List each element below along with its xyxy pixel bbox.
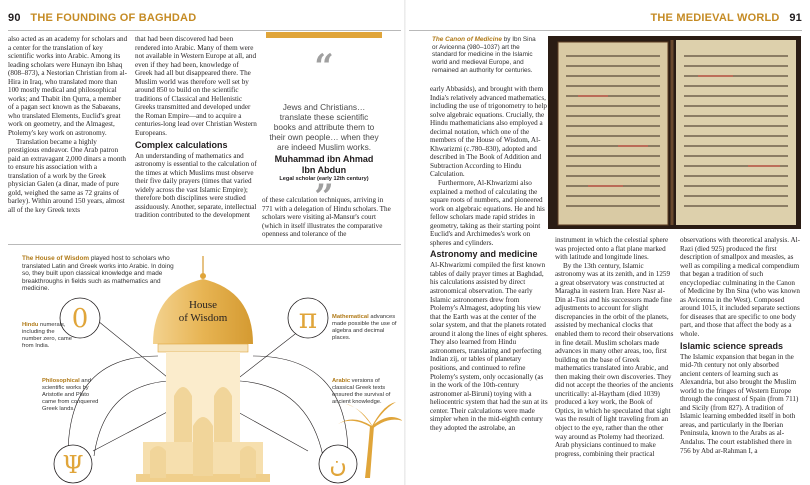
section-heading: Astronomy and medicine xyxy=(430,249,538,260)
mathematical-caption xyxy=(332,314,398,342)
paragraph: The Islamic expansion that began in the mid-7th century not only absorbed ancient centers of learning such as Alexandria, but also brought the Muslim world to the fringes of Western Europe through the conquest of Spain (from 711) and Sicily (from 827). A tradition of Islamic learning embedded itself in both areas, and particularly in the Iberian Peninsula, known to the Arabs as al-Andalus. The court established there in 756 by Abd ar-Rahman I, a xyxy=(680,352,799,455)
quote-author-role: Legal scholar (early 12th century) xyxy=(279,176,369,182)
canon-of-medicine-photo xyxy=(548,36,801,229)
paragraph: Translation became a highly prestigious endeavor. One Arab patron paid an extravagant 2,000 dinars a month to ensure his association with a translation of a work by the Greek physician Galen (a dinar, made of pure gold, weighed the same as 72 grains of barley). Within around 150 years, almost all of the key Greek texts xyxy=(8,137,126,214)
right-header-rule xyxy=(409,30,802,31)
section-heading: Islamic science spreads xyxy=(680,340,784,351)
close-quote-icon: ” xyxy=(314,177,334,217)
page-gutter xyxy=(404,0,406,485)
right-running-head xyxy=(650,12,802,24)
paragraph: By the 13th century, Islamic astronomy was at its zenith, and in 1259 a great observatory was constructed at Maragha in eastern Iran. Here Nasr al-Din al-Tusi and his successors made fine adjustments to account for slight discrepancies in the orbit of the planets, assisted by mechanical clocks that enabled them to record their observations in fine detail. Muslim scholars made advances in many other areas, too, first building on the base of Greek mathematics translated into Arabic, and then making their own discoveries. They did not accept the theories of the ancients uncritically: al-Haytham (died 1039) produced a key work, the Book of Optics, in which he speculated that sight was the result of light traveling from an object to the eye, rather than the other way around as Ptolemy had theorized. Arab physicians continued to make progress, combining their practical xyxy=(555,261,674,458)
quote-text: Jews and Christians… translate these scientific books and attribute them to their own people… when they are indeed Muslim works. xyxy=(269,102,379,152)
paragraph: also acted as an academy for scholars and a center for the translation of key scientific works into Arabic. Among its leading scholars were Hunayn ibn Ishaq (808–873), a Nestorian Christian from al-Hira in Iraq, who translated more than 100 mostly medical and philosophical works; and Thabit ibn Qurra, a member of a pagan sect known as the Sabaeans, who translated Elements, Euclid's great work on geometry, and the Almagest, Ptolemy's key work on astronomy. xyxy=(8,35,128,138)
paragraph: that had been discovered had been rendered into Arabic. Many of them were not available in Western Europe at all, and even if they had been, knowledge of Greek had all but disappeared there. The Muslim world was therefore well set by around 850 to build on the scientific traditions of Classical and Hellenistic Greeks transmitted and developed under the Roman Empire—and to acquire a centuries-long lead over Christian Western Europeans. xyxy=(135,35,257,138)
caption-bold: The House of Wisdom xyxy=(22,255,90,262)
diagram-divider xyxy=(8,244,401,245)
left-column-2 xyxy=(135,35,257,243)
psi-symbol-icon xyxy=(54,445,92,483)
caption-text: numerals, including the number zero, came from India. xyxy=(22,322,72,349)
right-column-1 xyxy=(430,85,549,482)
dome-label-line-2: of Wisdom xyxy=(178,312,228,324)
dome-label-line-1: House xyxy=(188,299,218,311)
caption-text: and scientific works by Aristotle and Plato came from conquered Greek lands. xyxy=(42,378,99,412)
section-heading: Complex calculations xyxy=(135,139,228,150)
pi-symbol-icon xyxy=(288,298,328,338)
left-column-3 xyxy=(262,196,394,242)
photo-caption-text: by Ibn Sina or Avicenna (980–1037) art the standard for medicine in the Islamic world and medieval Europe, and remained an authority for centuries. xyxy=(432,36,536,74)
right-chapter-title: THE MEDIEVAL WORLD xyxy=(650,12,780,24)
zero-glyph: 0 xyxy=(71,304,89,334)
paragraph: An understanding of mathematics and astronomy is essential to the calculation of the times at which Muslims must observe their five daily prayers (times that varied widely across the vast Islamic Empire); therefore both disciplines were studied assiduously. Another, separate, intellectual tradition contributed to the development xyxy=(135,151,257,220)
quote-author: Muhammad ibn Ahmad Ibn Abdun xyxy=(274,154,374,175)
left-page-number: 90 xyxy=(8,12,21,24)
right-page-number: 91 xyxy=(789,12,802,24)
pull-quote xyxy=(266,32,382,217)
paragraph: observations with theoretical analysis. Al-Razi (died 925) produced the first description of smallpox and measles, as well as compiling a medical compendium that began a tradition of such encyclopediac culminating in the Canon of Medicine by Ibn Sina (who was known as Avicenna in the West). Composed around 1015, it included separate sections for diseases that are specific to one body part, and those that affect the body as a whole. xyxy=(680,236,800,339)
caption-bold: Arabic xyxy=(332,378,351,384)
left-header-rule xyxy=(8,30,401,31)
caption-text: played host to scholars who translated Latin and Greek works into Arabic. In doing so, they built upon classical knowledge and made breakthroughs in fields such as mathematics and medicine. xyxy=(22,255,174,293)
photo-caption xyxy=(432,36,542,75)
right-column-3 xyxy=(680,236,801,482)
arabic-glyph: ن xyxy=(329,450,347,478)
caption-text: advances made possible the use of algebra and decimal places. xyxy=(332,314,397,341)
quote-top-bar xyxy=(266,32,382,38)
open-quote-icon: “ xyxy=(314,47,334,87)
paragraph: Furthermore, Al-Khwarizmi also explained a method of calculating the square roots of numbers, and pioneered work on algebraic equations. He and his fellow scholars made rapid strides in geometry, taking as their starting point Euclid's and Archimedes's work on spheres and cylinders. xyxy=(430,179,545,247)
pi-glyph: π xyxy=(298,302,318,335)
arabic-letter-icon xyxy=(319,445,357,483)
arabic-caption xyxy=(332,378,400,406)
diagram-intro-caption xyxy=(22,255,180,293)
left-chapter-title: THE FOUNDING OF BAGHDAD xyxy=(30,12,197,24)
photo-caption-title: The Canon of Medicine xyxy=(432,36,502,43)
left-running-head xyxy=(8,12,196,24)
paragraph: of these calculation techniques, arriving in 771 with a delegation of Hindu scholars. The scholars were visiting al-Mansur's court (which in itself illustrates the comparative openness and tolerance of the xyxy=(262,196,391,239)
philosophical-caption xyxy=(42,378,104,413)
caption-bold: Hindu xyxy=(22,322,39,328)
paragraph: instrument in which the celestial sphere was projected onto a flat plane marked with latitude and longitude lines. xyxy=(555,236,669,262)
hindu-caption xyxy=(22,322,72,350)
psi-glyph: Ψ xyxy=(62,451,84,479)
paragraph: early Abbasids), and brought with them India's relatively advanced mathematics, including the use of trigonometry to help solve algebraic equations. Crucially, the Hindu mathematicians also employed a decimal notation, which one of the members of the House of Wisdom, Al-Khwarizmi (c.780–830), adopted and described in The Book of Addition and Subtraction According to Hindu Calculation. xyxy=(430,85,548,179)
caption-bold: Philosophical xyxy=(42,378,80,384)
caption-bold: Mathematical xyxy=(332,314,369,320)
paragraph: Al-Khwarizmi compiled the first known tables of daily prayer times at Baghdad, his calculations assisted by direct astronomical observation. The early Islamic astronomers drew from Ptolemy's Almagest, adopting his view that the Earth was at the center of the solar system, and that the planets rotated around it along the lines of eight spheres. They also learned from Hindu astronomers, translating and perfecting Indian zij, or tables of planetary positions, and continued to refine Ptolemy's system, only occasionally (as in the work of the 10th-century astronomer al-Biruni) toying with a heliocentric system that had the sun at its center. Their calculations were made simpler when in the mid-eighth century they adopted the astrolabe, an xyxy=(430,261,548,432)
caption-text: versions of classical Greek texts ensured the survival of ancient knowledge. xyxy=(332,378,391,405)
right-column-2 xyxy=(555,236,674,482)
left-column-1 xyxy=(8,35,128,240)
